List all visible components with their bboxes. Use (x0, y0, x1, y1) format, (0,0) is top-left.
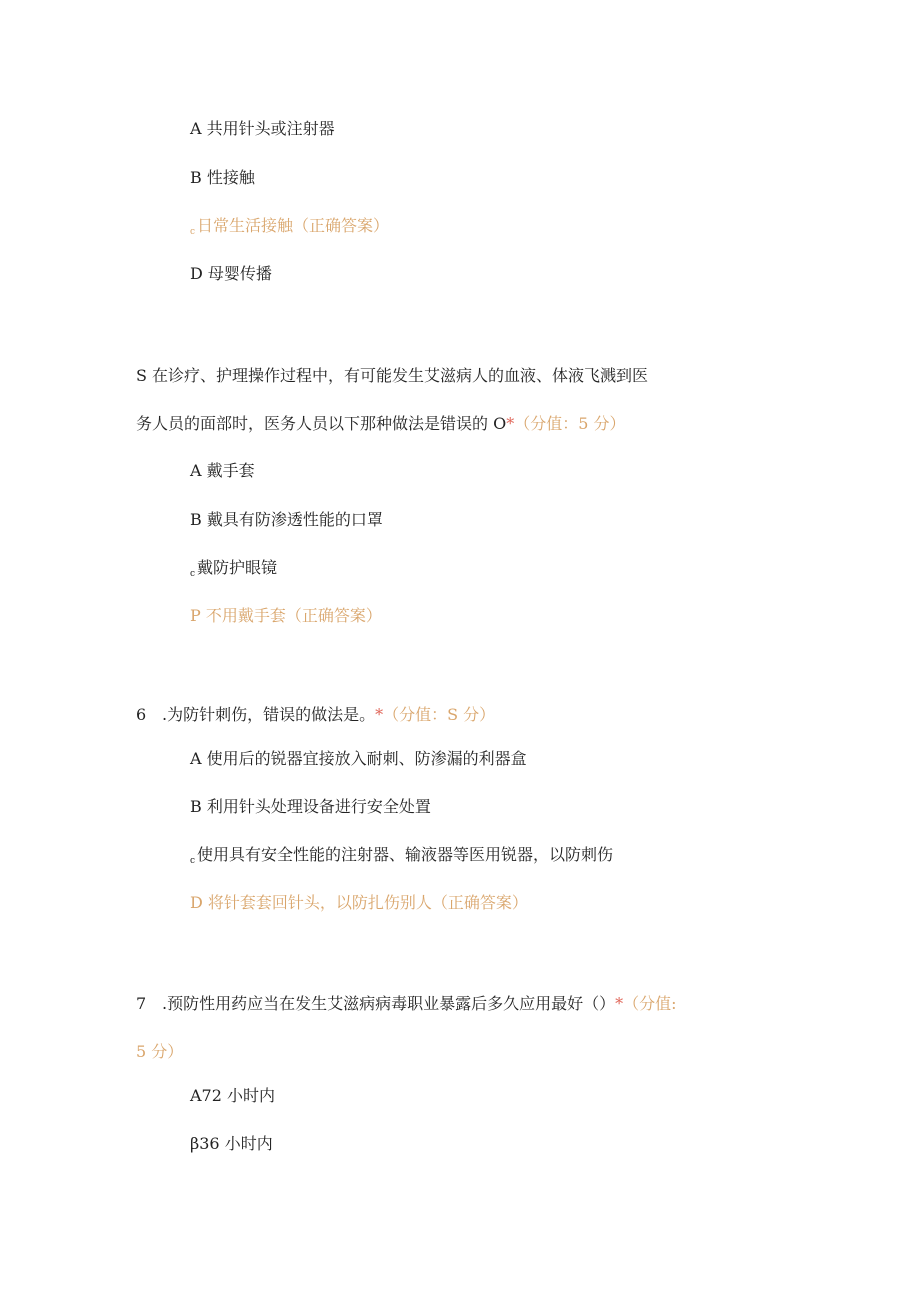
q5-question-line2 (136, 414, 626, 434)
q4-option-c-text: 日常生活接触（正确答案） (197, 216, 390, 235)
q6-question (136, 705, 495, 725)
q7-question-text: .预防性用药应当在发生艾滋病病毒职业暴露后多久应用最好（） (162, 994, 616, 1013)
q5-option-a[interactable]: A 戴手套 (190, 461, 255, 480)
q4-option-a[interactable]: A 共用针头或注射器 (190, 119, 335, 138)
q7-question (136, 994, 677, 1014)
q4-option-d[interactable]: D 母婴传播 (190, 264, 272, 283)
q5-option-d[interactable]: P 不用戴手套（正确答案） (190, 606, 382, 625)
q7-required-star: * (615, 994, 624, 1013)
q5-option-c[interactable] (190, 558, 277, 584)
q4-option-b[interactable]: B 性接触 (190, 168, 255, 187)
q5-option-c-prefix: c (190, 569, 196, 579)
q6-option-d[interactable]: D 将针套套回针头，以防扎伤别人（正确答案） (190, 893, 528, 912)
q7-option-b[interactable]: β36 小时内 (190, 1134, 273, 1153)
q5-required-star: * (506, 414, 515, 433)
q6-option-c-text: 使用具有安全性能的注射器、输液器等医用锐器，以防刺伤 (197, 845, 614, 864)
q6-option-b[interactable]: B 利用针头处理设备进行安全处置 (190, 797, 431, 816)
q6-number: 6 (136, 705, 147, 724)
q6-question-text: .为防针刺伤，错误的做法是。 (162, 705, 376, 724)
q4-option-c[interactable] (190, 216, 389, 242)
q6-required-star: * (375, 705, 384, 724)
q6-option-a[interactable]: A 使用后的锐器宜接放入耐刺、防渗漏的利器盒 (190, 749, 527, 768)
q4-option-c-prefix: c (190, 227, 196, 237)
q7-number: 7 (136, 994, 147, 1013)
q5-option-b[interactable]: B 戴具有防渗透性能的口罩 (190, 510, 383, 529)
q6-score: （分值：S 分） (383, 705, 496, 724)
q7-score-start: （分值: (623, 994, 677, 1013)
q7-score-end: 5 分） (136, 1042, 184, 1061)
q7-option-a[interactable]: A72 小时内 (190, 1086, 276, 1105)
q5-question-text: 务人员的面部时，医务人员以下那种做法是错误的 O (136, 414, 507, 433)
q6-option-c[interactable] (190, 845, 613, 871)
q6-option-c-prefix: c (190, 856, 196, 866)
q5-score: （分值：5 分） (514, 414, 626, 433)
q5-question-line1: S 在诊疗、护理操作过程中，有可能发生艾滋病人的血液、体液飞溅到医 (136, 366, 649, 385)
q5-option-c-text: 戴防护眼镜 (197, 558, 278, 577)
